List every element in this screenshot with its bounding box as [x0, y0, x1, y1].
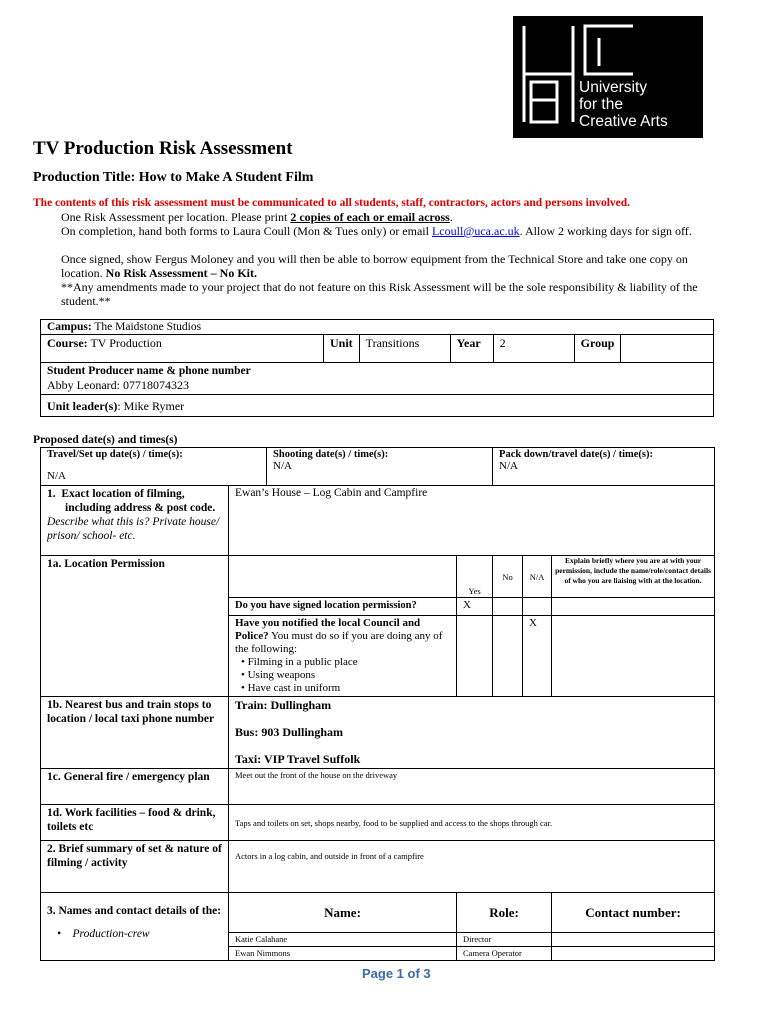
intro-line-4: **Any amendments made to your project that do not feature on this Risk Assessment will be the sole responsibility & liability of the student.**	[61, 280, 698, 308]
page-number: Page 1 of 3	[362, 966, 431, 981]
q3-label-cell: 3. Names and contact details of the: • Production-crew	[41, 893, 229, 961]
q1b-label-cell: 1b. Nearest bus and train stops to location / local taxi phone number	[41, 697, 229, 769]
q2-value-cell: Actors in a log cabin, and outside in front of a campfire	[229, 841, 715, 893]
intro-line-2: On completion, hand both forms to Laura Coull (Mon & Tues only) or email Lcoull@uca.ac.uk. Allow 2 working days for sign off.	[61, 224, 692, 238]
info-table	[40, 319, 714, 417]
q1-label-cell: 1. Exact location of filming, including address & post code. Describe what this is? Private house/ prison/ school- etc.	[41, 486, 229, 556]
q1c-label-cell: 1c. General fire / emergency plan	[41, 769, 229, 805]
group-value	[621, 335, 714, 363]
council-explain	[552, 616, 715, 697]
unit-label: Unit	[324, 335, 360, 363]
crew-name: Ewan Nimmons	[229, 947, 457, 961]
permission-na	[523, 598, 552, 616]
unit-value: Transitions	[359, 335, 450, 363]
producer-cell: Student Producer name & phone number Abby Leonard: 07718074323	[41, 363, 714, 395]
col-name-header: Name:	[229, 893, 457, 933]
crew-contact	[552, 947, 715, 961]
bullet-item: • Filming in a public place	[241, 656, 358, 668]
intro-line-3: Once signed, show Fergus Moloney and you will then be able to borrow equipment from the Technical Store and take one copy on location. No Risk Assessment – No Kit.	[61, 252, 688, 280]
q1a-label-cell: 1a. Location Permission	[41, 556, 229, 697]
crew-contact	[552, 933, 715, 947]
q1a-header-blank	[229, 556, 457, 598]
crew-bullet: • Production-crew	[57, 928, 150, 940]
email-link[interactable]: Lcoull@uca.ac.uk	[431, 224, 520, 238]
q1-value-cell: Ewan’s House – Log Cabin and Campfire	[229, 486, 715, 556]
permission-yes: X	[457, 598, 493, 616]
proposed-dates-label: Proposed date(s) and times(s)	[33, 434, 178, 446]
group-label: Group	[574, 335, 621, 363]
travel-dates-cell: Travel/Set up date(s) / time(s): N/A	[41, 448, 267, 486]
q1b-value-cell: Train: Dullingham Bus: 903 Dullingham Taxi: VIP Travel Suffolk	[229, 697, 715, 769]
q1d-value-cell: Taps and toilets on set, shops nearby, food to be supplied and access to the shops through car.	[229, 805, 715, 841]
shooting-dates-cell: Shooting date(s) / time(s): N/A	[267, 448, 493, 486]
uca-logo	[513, 16, 703, 138]
council-yes	[457, 616, 493, 697]
crew-name: Katie Calahane	[229, 933, 457, 947]
pack-dates-cell: Pack down/travel date(s) / time(s): N/A	[493, 448, 715, 486]
yes-header: Yes	[457, 556, 493, 598]
notice-text: The contents of this risk assessment must be communicated to all students, staff, contractors, actors and persons involved.	[33, 197, 631, 209]
crew-role: Camera Operator	[457, 947, 552, 961]
q1c-value-cell: Meet out the front of the house on the driveway	[229, 769, 715, 805]
production-title: Production Title: How to Make A Student Film	[33, 170, 314, 185]
year-value: 2	[493, 335, 574, 363]
bullet-item: • Using weapons	[241, 669, 316, 681]
course-cell: Course: TV Production	[41, 335, 324, 363]
explain-header: Explain briefly where you are at with your permission, include the name/role/contact details of who you are liaising with at the location.	[552, 556, 715, 598]
crew-role: Director	[457, 933, 552, 947]
na-header: N/A	[523, 556, 552, 598]
permission-no	[493, 598, 523, 616]
logo-text: University for the Creative Arts	[579, 79, 668, 130]
unit-leader-cell: Unit leader(s): Mike Rymer	[41, 395, 714, 417]
year-label: Year	[450, 335, 493, 363]
q1d-label-cell: 1d. Work facilities – food & drink, toilets etc	[41, 805, 229, 841]
q2-label-cell: 2. Brief summary of set & nature of filming / activity	[41, 841, 229, 893]
intro-line-1: One Risk Assessment per location. Please print 2 copies of each or email across.	[61, 210, 453, 224]
risk-table	[40, 447, 715, 961]
council-no	[493, 616, 523, 697]
council-question: Have you notified the local Council and Police? You must do so if you are doing any of the following: • Filming in a public place • Using weapons • Have cast in uniform	[229, 616, 457, 697]
col-contact-header: Contact number:	[552, 893, 715, 933]
council-na: X	[523, 616, 552, 697]
col-role-header: Role:	[457, 893, 552, 933]
permission-question: Do you have signed location permission?	[229, 598, 457, 616]
campus-cell: Campus: The Maidstone Studios	[41, 320, 714, 335]
bullet-item: • Have cast in uniform	[241, 682, 341, 694]
no-header: No	[493, 556, 523, 598]
permission-explain	[552, 598, 715, 616]
document-title: TV Production Risk Assessment	[33, 138, 293, 159]
